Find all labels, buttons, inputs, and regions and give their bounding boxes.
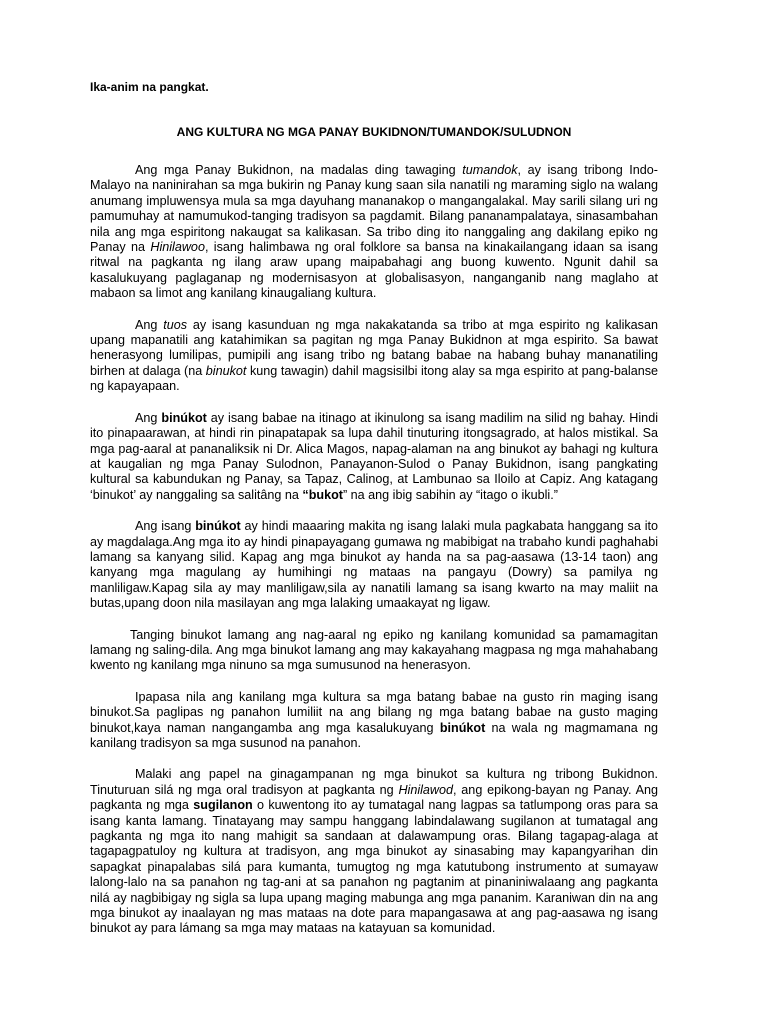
text-run: Ang mga Panay Bukidnon, na madalas ding tawaging [135,163,463,177]
italic-term: tuos [163,317,188,332]
italic-term: Hinilawoo [150,240,205,255]
text-run: , ay isang tribong Indo-Malayo na naninirahan sa mga bukirin ng Panay kung saan sila nanatili ng maraming siglo na walang anumang impluwensya mula sa mga dayuhang mananakop o mangangalakal. May sarili silang uri ng pamumuhay at namumukod-tanging tradisyon sa pagdamit. Bilang pananampalataya, sinasambahan nila ang mga espiritong nakaugat sa kalikasan. Sa tribo ding ito nanggaling ang dakilang epiko ng Panay na [90,163,658,255]
document-title: ANG KULTURA NG MGA PANAY BUKIDNON/TUMANDOK/SULUDNON [176,125,572,139]
text-run: ” na ang ibig sabihin ay “itago o ikubli.” [342,487,558,502]
text-run: Ang [135,317,164,332]
text-run: Ipapasa nila ang kanilang mga kultura sa mga batang babae na gusto rin maging isang binukot.Sa paglipas ng panahon lumiliit na ang bilang ng mga batang babae na gusto maging binukot,kaya naman nangangamba ang mga kasalukuyang [90,689,658,735]
text-run: na wala ng magmamana ng kanilang tradisyon sa mga susunod na panahon. [90,720,658,750]
bold-term: “bukot [302,487,343,502]
paragraph [90,767,658,936]
bold-term: binúkot [161,410,207,425]
paragraph [90,318,658,395]
paragraph [90,163,658,302]
text-run: , isang halimbawa ng oral folklore sa bansa na kinakailangang idaan sa isang ritwal na pagkanta ng ilang araw upang maipabahagi ang buong kuwento. Ngunit dahil sa kasalukuyang paglaganap ng modernisasyon at globalisasyon, nanganganib nang maglaho at mabaon sa limot ang kanilang kinaugaliang kultura. [90,240,658,301]
italic-term: binukot [205,363,247,378]
text-run: , ang epikong-bayan ng Panay. Ang pagkanta ng mga [90,782,658,813]
text-run: Tanging binukot lamang ang nag-aaral ng epiko ng kanilang komunidad sa pamamagitan lamang ng saling-dila. Ang mga binukot lamang ang may kakayahang magpasa ng mga mahahabang kwento ng kanilang mga ninuno sa mga sumusunod na henerasyon. [90,627,658,673]
paragraph [90,519,658,611]
italic-term: Hinilawod [398,782,454,797]
text-run: ay hindi maaaring makita ng isang lalaki mula pagkabata hanggang sa ito ay magdalaga.Ang mga ito ay hindi pinapayagang gumawa ng mabibigat na trabaho kundi paghahabi lamang sa kanyang silid. Kapag ang mga binukot ay handa na sa pag-aasawa (13-14 taon) ang kanyang mga magulang ay humihingi ng mataas na pangayu (Dowry) sa pamilya ng manliligaw.Kapag sila ay may manliligaw,sila ay nanatili lamang sa isang kwarto na may maliit na butas,upang doon nila masilayan ang mga lalaking umaakayat ng ligaw. [90,519,659,611]
text-run: Malaki ang papel na ginagampanan ng mga binukot sa kultura ng tribong Bukidnon. Tinuturuan silá ng mga oral tradisyon at pagkanta ng [90,767,658,797]
bold-term: binúkot [195,519,241,534]
bold-term: sugilanon [193,798,253,813]
paragraph [90,628,658,674]
text-run: Ang [135,410,162,425]
text-run: kung tawagin) dahil magsisilbi itong alay sa mga espirito at pang-balanse ng kapayapaan. [90,363,659,394]
text-run: ay isang babae na itinago at ikinulong sa isang madilim na silid ng bahay. Hindi ito pinapaarawan, at hindi rin pinapatapak sa lupa dahil tinuturing itongsagrado, at halos mistikal. Sa mga pag-aaral at pananaliksik ni Dr. Alica Magos, napag-alaman na ang binukot ay bahagi ng kultura at kaugalian ng mga Panay Sulodnon, Panayanon-Sulod o Panay Bukidnon, isang pangkating kultural sa kabundukan ng Panay, sa Tapaz, Calinog, at Lambunao sa Iloilo at Capiz. Ang katagang ‘binukot’ ay nanggaling sa salitâng na [90,410,658,502]
paragraph [90,411,658,503]
paragraph [90,690,658,752]
text-run: ay isang kasunduan ng mga nakakatanda sa tribo at mga espirito ng kalikasan upang mapanatili ang katahimikan sa pagitan ng mga Panay Bukidnon at mga espirito. Sa bawat henerasyong lumilipas, pumipili ang isang tribo ng batang babae na habang buhay mananatiling birhen at dalaga (na [90,317,658,378]
text-run: Ang isang [135,519,196,534]
text-run: o kuwentong ito ay tumatagal nang lagpas sa tatlumpong oras para sa isang kanta lamang. Tinatayang may sampu hanggang labindalawang sugilanon at tumatagal ang pagkanta ng mga ito nang mahigit sa sandaan at dalawampung oras. Bilang tagapag-alaga at tagapagpatuloy ng kultura at tradisyon, ang mga binukot ay sinasabing may kapangyarihan din sapagkat pinapalabas silá para kumanta, tumugtog ng mga katutubong instrumento at sumayaw lalong-lalo na sa panahon ng tag-ani at sa panahon ng pagtanim at pinaniniwalaang ang pagkanta nilá ay nagbibigay ng sigla sa lupa upang maging mabunga ang mga pananim. Karaniwan din na ang mga binukot ay inaalayan ng mas mataas na dote para mapangasawa at ang pag-aasawa ng isang binukot ay para lámang sa mga may mataas na katayuan sa komunidad. [90,798,658,936]
group-label: Ika-anim na pangkat. [90,80,209,94]
bold-term: binúkot [439,720,486,735]
italic-term: tumandok [462,163,518,177]
